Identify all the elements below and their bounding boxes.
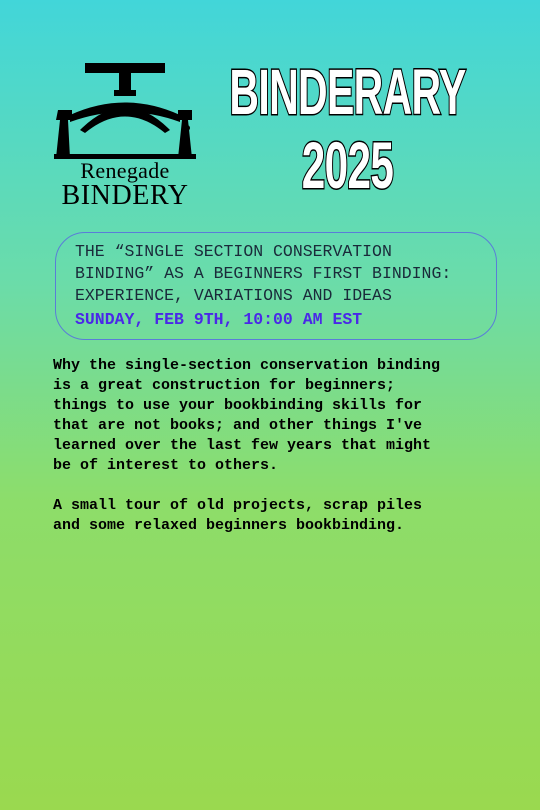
logo-line1: Renegade (80, 158, 170, 183)
session-card (55, 232, 497, 340)
book-press-icon (50, 60, 200, 160)
renegade-bindery-logo (50, 60, 200, 210)
event-title (205, 56, 490, 202)
session-date: SUNDAY, FEB 9TH, 10:00 AM EST (75, 310, 363, 329)
session-description (53, 356, 493, 556)
description-paragraph-2: A small tour of old projects, scrap piles and some relaxed beginners bookbinding. (53, 497, 423, 534)
description-paragraph-1: Why the single-section conservation binding is a great construction for beginners; things to use your bookbinding skills for that are not books; and other things I've learned over the last few years that might be of interest to others. (53, 357, 441, 474)
session-title: THE “SINGLE SECTION CONSERVATION BINDING” AS A BEGINNERS FIRST BINDING: EXPERIENCE, VARIATIONS AND IDEAS (75, 242, 452, 305)
logo-line2: BINDERY (61, 180, 189, 211)
event-title-line1: BINDERARY (229, 56, 466, 128)
event-title-line2: 2025 (301, 128, 394, 202)
